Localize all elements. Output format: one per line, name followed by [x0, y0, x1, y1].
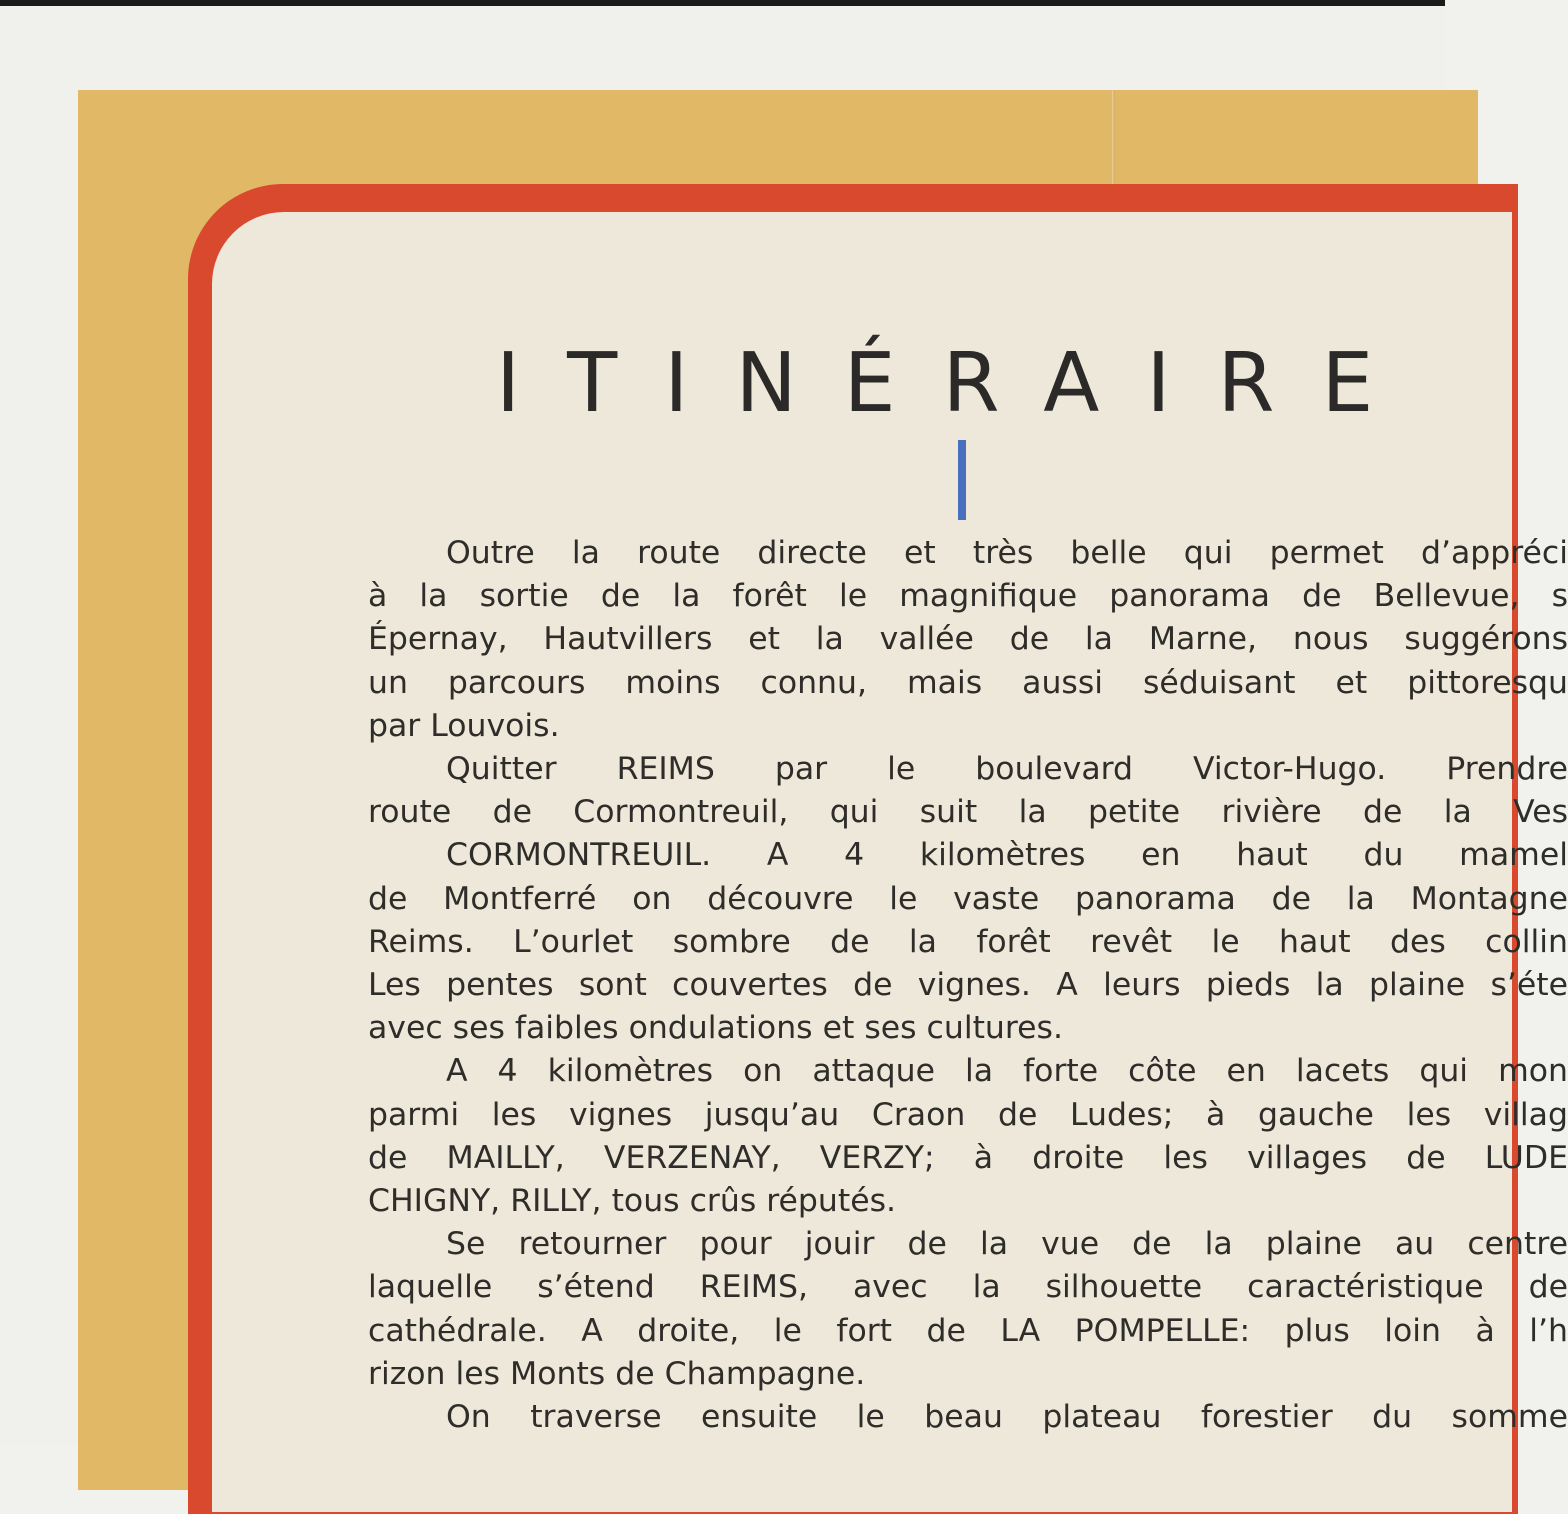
text-line: A 4 kilomètres on attaque la forte côte en lacets qui mon: [446, 1053, 1568, 1090]
text-line: de MAILLY, VERZENAY, VERZY; à droite les villages de LUDE: [368, 1139, 1568, 1176]
text-line: Reims. L’ourlet sombre de la forêt revêt le haut des collin: [368, 923, 1568, 960]
text-line: laquelle s’étend REIMS, avec la silhouette caractéristique de: [368, 1269, 1568, 1306]
text-line: cathédrale. A droite, le fort de LA POMPELLE: plus loin à l’h: [368, 1312, 1568, 1349]
paragraph: [368, 1396, 1568, 1439]
paragraph: [368, 1223, 1568, 1396]
page-title: ITINÉRAIRE: [496, 336, 1421, 431]
text-line: CHIGNY, RILLY, tous crûs réputés.: [368, 1183, 896, 1220]
paragraph: [368, 834, 1568, 1050]
title-divider: [958, 440, 966, 520]
paragraph: [368, 748, 1568, 834]
text-line: avec ses faibles ondulations et ses cultures.: [368, 1010, 1063, 1047]
text-line: Outre la route directe et très belle qui permet d’appréci: [446, 535, 1568, 571]
text-line: CORMONTREUIL. A 4 kilomètres en haut du mamel: [446, 837, 1568, 874]
text-line: Se retourner pour jouir de la vue de la plaine au centre: [446, 1226, 1568, 1263]
paragraph: [368, 1050, 1568, 1223]
scan-edge-shadow: [0, 0, 1445, 6]
text-line: à la sortie de la forêt le magnifique panorama de Bellevue, s: [368, 578, 1568, 615]
text-line: On traverse ensuite le beau plateau forestier du somme: [446, 1399, 1568, 1436]
text-line: parmi les vignes jusqu’au Craon de Ludes; à gauche les villag: [368, 1096, 1568, 1133]
text-line: Quitter REIMS par le boulevard Victor-Hugo. Prendre: [446, 751, 1568, 788]
text-line: Les pentes sont couvertes de vignes. A leurs pieds la plaine s’éte: [368, 967, 1568, 1004]
itinerary-text: [368, 532, 1568, 1439]
text-line: route de Cormontreuil, qui suit la petite rivière de la Ves: [368, 794, 1568, 831]
text-line: Épernay, Hautvillers et la vallée de la Marne, nous suggérons: [368, 621, 1568, 658]
text-line: par Louvois.: [368, 707, 560, 744]
paragraph: [368, 532, 1568, 748]
text-line: un parcours moins connu, mais aussi séduisant et pittoresqu: [368, 664, 1568, 701]
text-line: rizon les Monts de Champagne.: [368, 1355, 866, 1392]
text-line: de Montferré on découvre le vaste panorama de la Montagne: [368, 880, 1568, 917]
